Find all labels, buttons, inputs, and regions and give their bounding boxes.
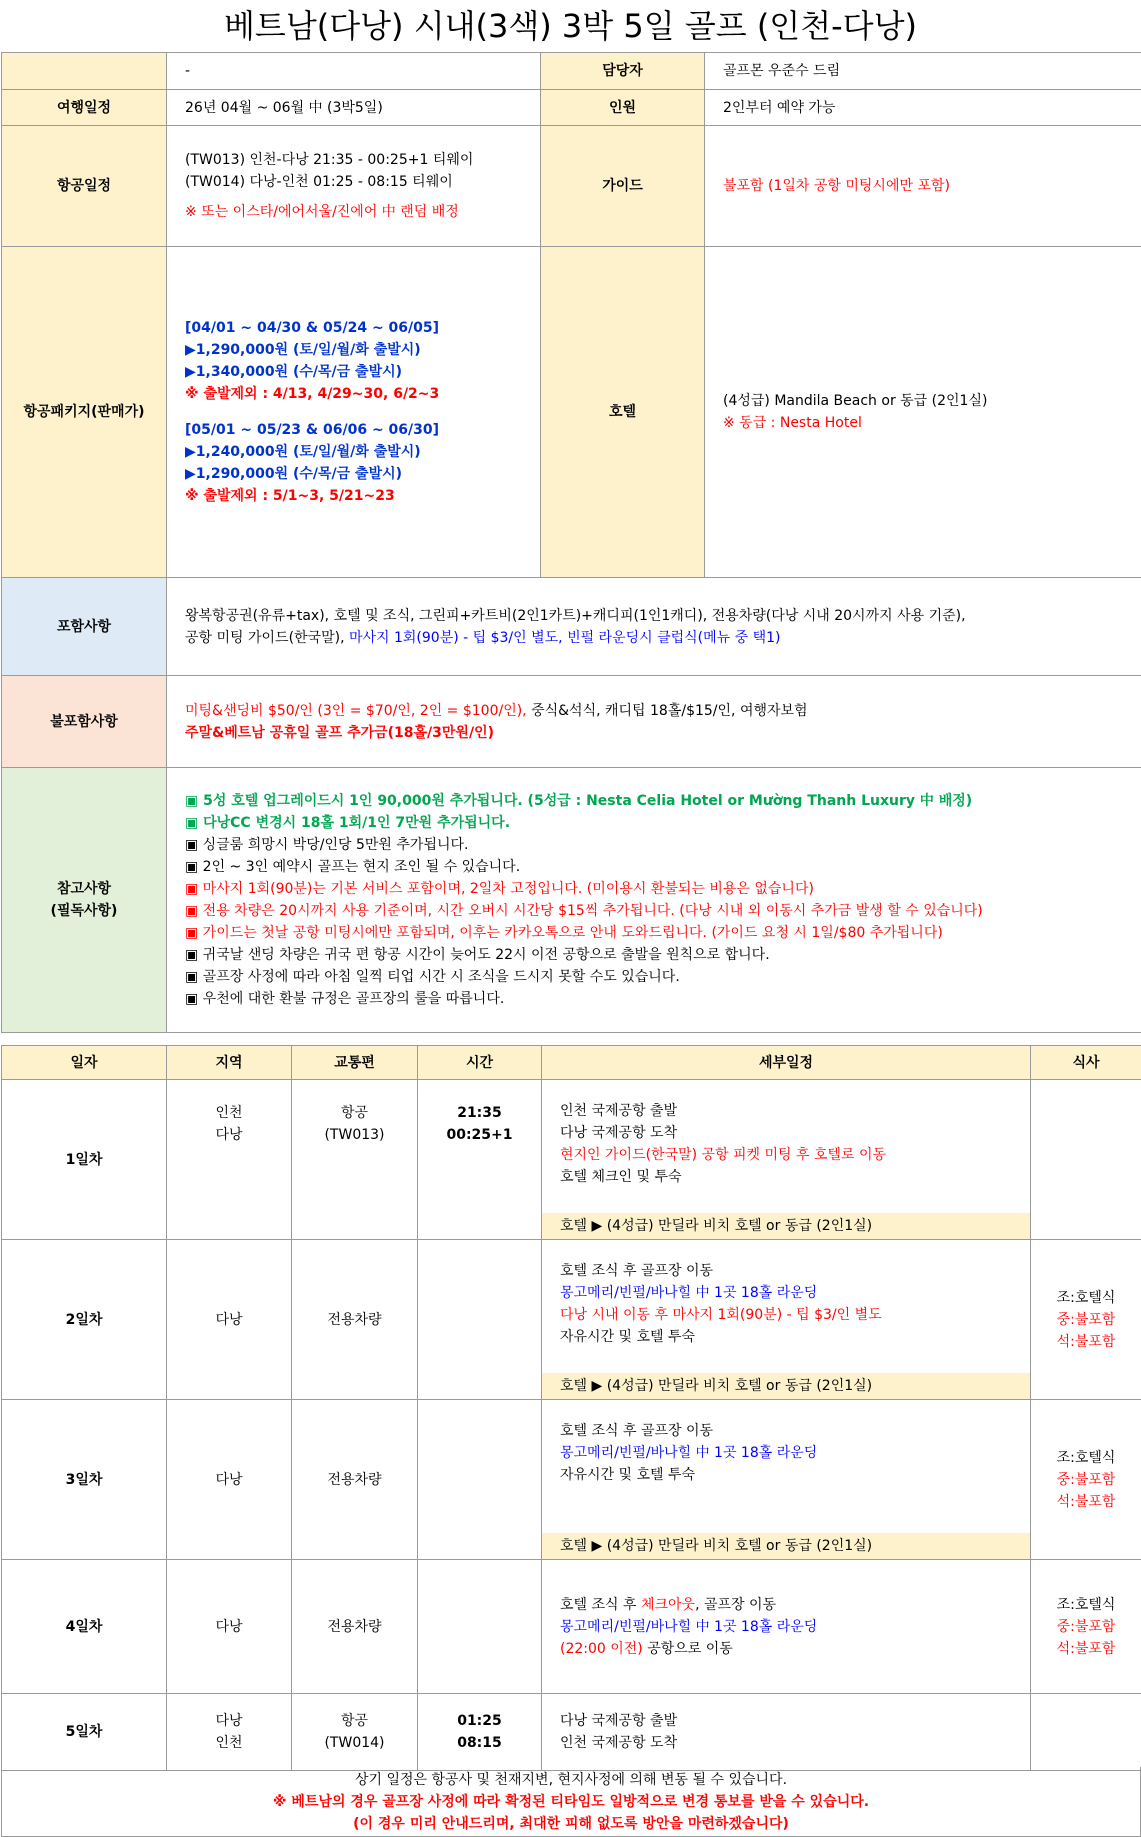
package-exclude-2: ※ 출발제외 : 5/1~3, 5/21~23	[185, 488, 395, 504]
package-price-2b: ▶1,290,000원 (수/목/금 출발시)	[185, 466, 403, 482]
schedule-table	[1, 1045, 1141, 1771]
people-value: 2인부터 예약 가능	[705, 90, 1141, 126]
excluded-value	[167, 676, 1141, 768]
header-detail: 세부일정	[542, 1046, 1031, 1080]
hotel-line-1: (4성급) Mandila Beach or 동급 (2인1실)	[723, 393, 988, 409]
hotel-label: 호텔	[541, 247, 705, 578]
included-line-2: 공항 미팅 가이드(한국말), 마사지 1회(90분) - 팁 $3/인 별도, 빈펄 라운딩시 클럽식(메뉴 중 택1)	[185, 629, 781, 646]
day-label: 2일차	[2, 1240, 167, 1400]
package-label: 항공패키지(판매가)	[2, 247, 167, 578]
detail-cell: 호텔 조식 후 골프장 이동 몽고메리/빈펄/바나힐 中 1곳 18홀 라운딩 다낭 시내 이동 후 마사지 1회(90분) - 팁 $3/인 별도 자유시간 및 호텔 투숙 호텔 ▶ (4성급) 만딜라 비치 호텔 or 동급 (2인1실)	[542, 1240, 1031, 1400]
hotel-bar: 호텔 ▶ (4성급) 만딜라 비치 호텔 or 동급 (2인1실)	[542, 1533, 1030, 1559]
package-price-1a: ▶1,290,000원 (토/일/월/화 출발시)	[185, 342, 421, 358]
footer-notice	[1, 1767, 1141, 1837]
info-row-schedule	[2, 90, 1141, 126]
note-item: ▣ 마사지 1회(90분)는 기본 서비스 포함이며, 2일차 고정입니다. (미이용시 환불되는 비용은 없습니다)	[185, 881, 814, 897]
package-exclude-1: ※ 출발제외 : 4/13, 4/29~30, 6/2~3	[185, 386, 440, 402]
hotel-bar: 호텔 ▶ (4성급) 만딜라 비치 호텔 or 동급 (2인1실)	[542, 1213, 1030, 1239]
excluded-label: 불포함사항	[2, 676, 167, 768]
package-range-1: [04/01 ~ 04/30 & 05/24 ~ 06/05]	[185, 320, 440, 336]
notes-label	[2, 768, 167, 1033]
info-row-manager	[2, 53, 1141, 90]
info-row-package	[2, 247, 1141, 578]
note-item: ▣ 싱글룸 희망시 박당/인당 5만원 추가됩니다.	[185, 837, 469, 853]
region-cell: 인천 다낭	[167, 1080, 292, 1240]
info-row-notes	[2, 768, 1141, 1033]
page-title: 베트남(다낭) 시내(3색) 3박 5일 골프 (인천-다낭)	[224, 7, 917, 45]
info-row-flight	[2, 126, 1141, 247]
included-label: 포함사항	[2, 578, 167, 676]
header-meal: 식사	[1031, 1046, 1141, 1080]
schedule-label: 여행일정	[2, 90, 167, 126]
note-item: ▣ 전용 차량은 20시까지 사용 기준이며, 시간 오버시 시간당 $15씩 추가됩니다. (다낭 시내 외 이동시 추가금 발생 할 수 있습니다)	[185, 903, 983, 919]
time-cell: 01:25 08:15	[418, 1694, 542, 1771]
meal-cell	[1031, 1694, 1141, 1771]
included-line-1: 왕복항공권(유류+tax), 호텔 및 조식, 그린피+카트비(2인1카트)+캐디피(1인1캐디), 전용차량(다낭 시내 20시까지 사용 기준),	[185, 607, 966, 624]
detail-cell: 다낭 국제공항 출발 인천 국제공항 도착	[542, 1694, 1031, 1771]
package-range-2: [05/01 ~ 05/23 & 06/06 ~ 06/30]	[185, 422, 440, 438]
package-price-1b: ▶1,340,000원 (수/목/금 출발시)	[185, 364, 403, 380]
guide-label: 가이드	[541, 126, 705, 247]
notes-value	[167, 768, 1141, 1033]
manager-value: 골프몬 우준수 드림	[705, 53, 1141, 90]
meal-cell: 조:호텔식 중:불포함 석:불포함	[1031, 1560, 1141, 1694]
schedule-row-day5	[2, 1694, 1141, 1771]
guide-value: 불포함 (1일차 공항 미팅시에만 포함)	[705, 126, 1141, 247]
detail-cell: 호텔 조식 후 체크아웃, 골프장 이동 몽고메리/빈펄/바나힐 中 1곳 18홀 라운딩 (22:00 이전) 공항으로 이동	[542, 1560, 1031, 1694]
hotel-line-2: ※ 동급 : Nesta Hotel	[723, 415, 862, 431]
flight-note: ※ 또는 이스타/에어서울/진에어 中 랜덤 배정	[185, 204, 459, 220]
included-value	[167, 578, 1141, 676]
note-item: ▣ 다낭CC 변경시 18홀 1회/1인 7만원 추가됩니다.	[185, 815, 511, 831]
schedule-row-day1	[2, 1080, 1141, 1240]
hotel-value	[705, 247, 1141, 578]
notes-label-1: 참고사항	[56, 881, 112, 897]
transport-cell: 전용차량	[292, 1240, 418, 1400]
day-label: 1일차	[2, 1080, 167, 1240]
meal-cell	[1031, 1080, 1141, 1240]
meal-cell: 조:호텔식 중:불포함 석:불포함	[1031, 1400, 1141, 1560]
info-value-empty: -	[167, 53, 541, 90]
transport-cell: 전용차량	[292, 1560, 418, 1694]
time-cell	[418, 1400, 542, 1560]
header-transport: 교통편	[292, 1046, 418, 1080]
schedule-header-row	[2, 1046, 1141, 1080]
info-row-included	[2, 578, 1141, 676]
people-label: 인원	[541, 90, 705, 126]
day-label: 3일차	[2, 1400, 167, 1560]
time-cell	[418, 1240, 542, 1400]
info-label-empty	[2, 53, 167, 90]
manager-label: 담당자	[541, 53, 705, 90]
note-item: ▣ 귀국날 샌딩 차량은 귀국 편 항공 시간이 늦어도 22시 이전 공항으로 출발을 원칙으로 합니다.	[185, 947, 770, 963]
note-item: ▣ 우천에 대한 환불 규정은 골프장의 룰을 따릅니다.	[185, 991, 505, 1007]
schedule-value: 26년 04월 ~ 06월 中 (3박5일)	[167, 90, 541, 126]
note-item: ▣ 5성 호텔 업그레이드시 1인 90,000원 추가됩니다. (5성급 : Nesta Celia Hotel or Mường Thanh Luxury 中 배정)	[185, 793, 973, 809]
meal-cell: 조:호텔식 중:불포함 석:불포함	[1031, 1240, 1141, 1400]
transport-cell: 항공 (TW014)	[292, 1694, 418, 1771]
note-item: ▣ 가이드는 첫날 공항 미팅시에만 포함되며, 이후는 카카오톡으로 안내 도와드립니다. (가이드 요청 시 1일/$80 추가됩니다)	[185, 925, 943, 941]
header-region: 지역	[167, 1046, 292, 1080]
package-value	[167, 247, 541, 578]
schedule-row-day3	[2, 1400, 1141, 1560]
footer-line-2: ※ 베트남의 경우 골프장 사정에 따라 확정된 티타임도 일방적으로 변경 통보를 받을 수 있습니다.	[272, 1794, 870, 1810]
header-time: 시간	[418, 1046, 542, 1080]
day-label: 4일차	[2, 1560, 167, 1694]
schedule-row-day2	[2, 1240, 1141, 1400]
region-cell: 다낭	[167, 1240, 292, 1400]
time-cell	[418, 1560, 542, 1694]
hotel-bar: 호텔 ▶ (4성급) 만딜라 비치 호텔 or 동급 (2인1실)	[542, 1373, 1030, 1399]
detail-cell: 인천 국제공항 출발 다낭 국제공항 도착 현지인 가이드(한국말) 공항 피켓 미팅 후 호텔로 이동 호텔 체크인 및 투숙 호텔 ▶ (4성급) 만딜라 비치 호텔 or 동급 (2인1실)	[542, 1080, 1031, 1240]
time-cell: 21:35 00:25+1	[418, 1080, 542, 1240]
flight-label: 항공일정	[2, 126, 167, 247]
flight-value	[167, 126, 541, 247]
package-price-2a: ▶1,240,000원 (토/일/월/화 출발시)	[185, 444, 421, 460]
footer-line-1: 상기 일정은 항공사 및 천재지변, 현지사정에 의해 변동 될 수 있습니다.	[354, 1772, 788, 1788]
excluded-line-2: 주말&베트남 공휴일 골프 추가금(18홀/3만원/인)	[185, 724, 494, 741]
note-item: ▣ 2인 ~ 3인 예약시 골프는 현지 조인 될 수 있습니다.	[185, 859, 521, 875]
schedule-row-day4	[2, 1560, 1141, 1694]
region-cell: 다낭	[167, 1400, 292, 1560]
transport-cell: 전용차량	[292, 1400, 418, 1560]
day-label: 5일차	[2, 1694, 167, 1771]
header-day: 일자	[2, 1046, 167, 1080]
notes-label-2: (필독사항)	[50, 903, 118, 919]
flight-line-1: (TW013) 인천-다낭 21:35 - 00:25+1 티웨이	[185, 152, 474, 168]
note-item: ▣ 골프장 사정에 따라 아침 일찍 티업 시간 시 조식을 드시지 못할 수도 있습니다.	[185, 969, 680, 985]
info-row-excluded	[2, 676, 1141, 768]
detail-cell: 호텔 조식 후 골프장 이동 몽고메리/빈펄/바나힐 中 1곳 18홀 라운딩 자유시간 및 호텔 투숙 호텔 ▶ (4성급) 만딜라 비치 호텔 or 동급 (2인1실)	[542, 1400, 1031, 1560]
info-table	[1, 52, 1141, 1033]
region-cell: 다낭 인천	[167, 1694, 292, 1771]
excluded-line-1: 미팅&샌딩비 $50/인 (3인 = $70/인, 2인 = $100/인), 중식&석식, 캐디팁 18홀/$15/인, 여행자보험	[185, 702, 808, 719]
flight-line-2: (TW014) 다낭-인천 01:25 - 08:15 티웨이	[185, 174, 453, 190]
transport-cell: 항공 (TW013)	[292, 1080, 418, 1240]
footer-line-3: (이 경우 미리 안내드리며, 최대한 피해 없도록 방안을 마련하겠습니다)	[353, 1816, 789, 1832]
region-cell: 다낭	[167, 1560, 292, 1694]
